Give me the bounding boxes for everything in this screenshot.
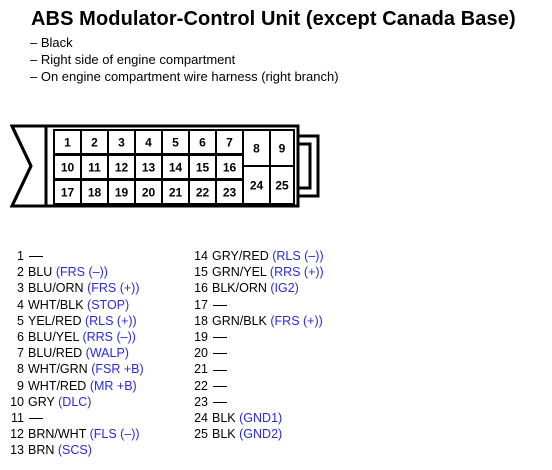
cavity-7 (216, 130, 243, 154)
pin-number: 12 (10, 427, 24, 442)
pin-row-25 (188, 426, 388, 442)
wire-color: WHT/GRN (28, 362, 88, 377)
pin-row-4 (0, 297, 190, 313)
pin-number: 24 (194, 410, 208, 425)
pin-number: 1 (17, 249, 24, 263)
pin-wire-and-signal (28, 264, 108, 280)
pin-row-14 (188, 248, 388, 264)
pin-unused (212, 345, 227, 361)
page-title: ABS Modulator-Control Unit (except Canada Base) (31, 8, 516, 30)
pin-number: 16 (194, 281, 208, 296)
wire-color: GRY/RED (212, 249, 269, 263)
cavity-number: 24 (249, 178, 264, 193)
pin-wire-and-signal (28, 345, 129, 361)
pin-number: 23 (194, 394, 208, 409)
pin-row-18 (188, 313, 388, 329)
signal-name: (MR +B) (89, 378, 137, 393)
cavity-number: 2 (91, 135, 98, 150)
cavity-24 (243, 166, 270, 204)
pin-row-8 (0, 361, 190, 377)
signal-name: (RRS (–)) (82, 329, 136, 344)
pin-number: 5 (17, 313, 24, 328)
pin-wire-and-signal (212, 280, 299, 296)
pin-number: 15 (194, 265, 208, 280)
cavity-20 (135, 180, 162, 204)
wire-color: GRY (28, 394, 55, 409)
wire-color: BRN (28, 443, 55, 458)
pin-wire-and-signal (28, 378, 137, 394)
note-harness: – On engine compartment wire harness (right branch) (30, 69, 339, 84)
cavity-19 (108, 180, 135, 204)
pin-wire-and-signal (28, 329, 136, 345)
cavity-17 (54, 180, 81, 204)
signal-name: (FSR +B) (91, 362, 144, 377)
pin-number: 4 (17, 297, 24, 312)
pin-wire-and-signal (28, 426, 140, 442)
cavity-number: 7 (226, 135, 233, 150)
signal-name: (FRS (–)) (55, 265, 108, 280)
unused-dash (29, 418, 43, 419)
cavity-4 (135, 130, 162, 154)
signal-name: (SCS) (57, 443, 92, 458)
cavity-15 (189, 155, 216, 179)
cavity-number: 21 (168, 185, 183, 200)
pin-unused (212, 297, 227, 313)
pin-number: 20 (194, 346, 208, 361)
signal-name: (RLS (+)) (84, 313, 137, 328)
signal-name: (GND1) (239, 410, 283, 425)
pin-row-10 (0, 394, 190, 410)
cavity-number: 11 (88, 160, 101, 175)
cavity-25 (270, 166, 294, 204)
wire-color: BLU/ORN (28, 281, 84, 296)
cavity-number: 20 (141, 185, 156, 200)
pin-number: 21 (194, 362, 208, 377)
pin-number: 7 (17, 346, 24, 361)
signal-name: (RLS (–)) (272, 249, 324, 263)
pin-unused (28, 248, 43, 264)
pin-number: 10 (10, 394, 24, 409)
pin-row-6 (0, 329, 190, 345)
cavity-number: 15 (195, 160, 210, 175)
unused-dash (213, 370, 227, 371)
cavity-number: 12 (114, 160, 129, 175)
pin-number: 19 (194, 329, 208, 344)
pin-wire-and-signal (212, 264, 324, 280)
wire-color: WHT/RED (28, 378, 87, 393)
cavity-16 (216, 155, 243, 179)
cavity-18 (81, 180, 108, 204)
cavity-9 (270, 130, 294, 166)
cavity-23 (216, 180, 243, 204)
pin-row-21 (188, 361, 388, 377)
unused-dash (213, 402, 227, 403)
wire-color: BLU/YEL (28, 329, 79, 344)
signal-name: (FLS (–)) (89, 427, 140, 442)
pin-wire-and-signal (212, 313, 323, 329)
wire-color: BLU/RED (28, 346, 83, 361)
cavity-number: 1 (64, 135, 71, 150)
pin-number: 17 (194, 297, 208, 312)
pinout-list-right (188, 248, 388, 442)
pin-wire-and-signal (28, 313, 137, 329)
cavity-8 (243, 130, 270, 166)
cavity-number: 22 (195, 185, 210, 200)
signal-name: (STOP) (87, 297, 130, 312)
pin-wire-and-signal (28, 394, 91, 410)
pin-wire-and-signal (212, 410, 282, 426)
pin-row-22 (188, 378, 388, 394)
unused-dash (213, 353, 227, 354)
signal-name: (GND2) (239, 427, 283, 442)
pin-row-15 (188, 264, 388, 280)
cavity-1 (54, 130, 81, 154)
note-color: – Black (30, 35, 73, 50)
cavity-11 (81, 155, 108, 179)
cavity-number: 8 (253, 141, 260, 156)
wire-color: YEL/RED (28, 313, 82, 328)
pin-wire-and-signal (28, 297, 129, 313)
pin-number: 22 (194, 378, 208, 393)
cavity-number: 25 (275, 178, 289, 193)
signal-name: (DLC) (58, 394, 92, 409)
pin-wire-and-signal (28, 442, 92, 458)
pin-row-11 (0, 410, 190, 426)
wire-color: BRN/WHT (28, 427, 87, 442)
unused-dash (213, 305, 227, 306)
cavity-number: 23 (222, 185, 237, 200)
pin-number: 11 (11, 410, 24, 425)
cavity-number: 14 (168, 160, 183, 175)
cavity-number: 17 (60, 185, 75, 200)
pin-row-9 (0, 378, 190, 394)
pin-wire-and-signal (28, 361, 144, 377)
cavity-number: 3 (118, 135, 125, 150)
signal-name: (RRS (+)) (269, 265, 324, 280)
note-location: – Right side of engine compartment (30, 52, 236, 67)
cavity-number: 9 (278, 141, 286, 156)
cavity-2 (81, 130, 108, 154)
cavity-number: 4 (145, 135, 152, 150)
pin-row-16 (188, 280, 388, 296)
unused-dash (213, 386, 227, 387)
pin-row-12 (0, 426, 190, 442)
cavity-number: 18 (87, 185, 102, 200)
pin-row-3 (0, 280, 190, 296)
pin-row-5 (0, 313, 190, 329)
cavity-12 (108, 155, 135, 179)
pin-number: 3 (17, 281, 24, 296)
pin-unused (212, 329, 227, 345)
pin-row-19 (188, 329, 388, 345)
pin-number: 25 (194, 427, 208, 442)
pin-unused (212, 378, 227, 394)
wire-color: BLK (212, 427, 236, 442)
cavity-number: 19 (114, 185, 129, 200)
wire-color: BLK/ORN (212, 281, 267, 296)
pin-row-24 (188, 410, 388, 426)
pin-number: 8 (17, 362, 24, 377)
cavity-number: 6 (199, 135, 206, 150)
cavity-5 (162, 130, 189, 154)
signal-name: (IG2) (270, 281, 299, 296)
pin-wire-and-signal (212, 426, 282, 442)
cavity-number: 13 (141, 160, 156, 175)
cavity-grid (54, 130, 294, 204)
cavity-3 (108, 130, 135, 154)
pin-number: 18 (194, 313, 208, 328)
wire-color: WHT/BLK (28, 297, 84, 312)
wire-color: BLK (212, 410, 236, 425)
pin-wire-and-signal (28, 280, 140, 296)
cavity-22 (189, 180, 216, 204)
wire-color: GRN/YEL (212, 265, 267, 280)
unused-dash (213, 337, 227, 338)
pin-unused (212, 394, 227, 410)
cavity-14 (162, 155, 189, 179)
pin-row-20 (188, 345, 388, 361)
pin-row-13 (0, 442, 190, 458)
pin-row-23 (188, 394, 388, 410)
cavity-number: 5 (172, 135, 179, 150)
pin-number: 9 (17, 378, 24, 393)
pin-row-7 (0, 345, 190, 361)
wire-color: BLU (28, 265, 53, 280)
pin-row-17 (188, 297, 388, 313)
pin-number: 6 (17, 329, 24, 344)
pin-number: 13 (10, 443, 24, 458)
pin-row-2 (0, 264, 190, 280)
pin-number: 2 (17, 265, 24, 280)
signal-name: (FRS (+)) (270, 313, 323, 328)
cavity-number: 16 (222, 160, 237, 175)
signal-name: (WALP) (85, 346, 129, 361)
pin-wire-and-signal (212, 248, 324, 264)
pin-number: 14 (194, 249, 208, 263)
pinout-list-left (0, 248, 190, 458)
signal-name: (FRS (+)) (87, 281, 140, 296)
cavity-6 (189, 130, 216, 154)
cavity-21 (162, 180, 189, 204)
wire-color: GRN/BLK (212, 313, 267, 328)
pin-unused (28, 410, 43, 426)
cavity-10 (54, 155, 81, 179)
pin-row-1 (0, 248, 190, 264)
unused-dash (29, 256, 43, 257)
pin-unused (212, 361, 227, 377)
cavity-13 (135, 155, 162, 179)
cavity-number: 10 (60, 160, 75, 175)
